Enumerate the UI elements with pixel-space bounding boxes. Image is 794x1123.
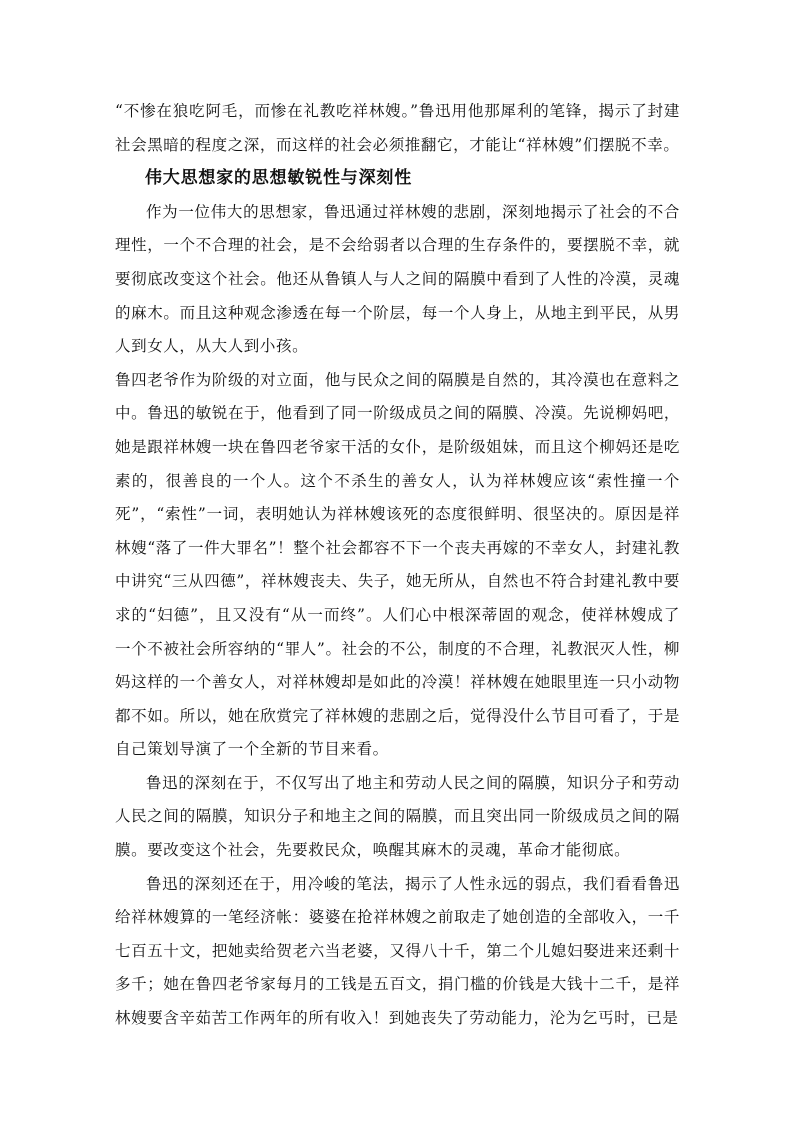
opening-paragraph: “不惨在狼吃阿毛，而惨在礼教吃祥林嫂。”鲁迅用他那犀利的笔锋，揭示了封建社会黑暗的程度之深，而这样的社会必须推翻它，才能让“祥林嫂”们摆脱不幸。 [115,102,680,154]
body-paragraph-1: 作为一位伟大的思想家，鲁迅通过祥林嫂的悲剧，深刻地揭示了社会的不合理性，一个不合理的社会，是不会给弱者以合理的生存条件的，要摆脱不幸，就要彻底改变这个社会。他还从鲁镇人与人之间的隔膜中看到了人性的冷漠，灵魂的麻木。而且这种观念渗透在每一个阶层，每一个人身上，从地主到平民，从男人到女人，从大人到小孩。 [115,202,680,356]
body-paragraph-4: 鲁迅的深刻还在于，用冷峻的笔法，揭示了人性永远的弱点，我们看看鲁迅给祥林嫂算的一笔经济帐：婆婆在抢祥林嫂之前取走了她创造的全部收入，一千七百五十文，把她卖给贺老六当老婆，又得八十千，第二个儿媳妇娶进来还剩十多千；她在鲁四老爷家每月的工钱是五百文，捐门槛的价钱是大钱十二千，是祥林嫂要含辛茹苦工作两年的所有收入！到她丧失了劳动能力，沦为乞丐时，已是 [115,874,680,1028]
document-page [115,95,680,1036]
body-paragraph-3: 鲁迅的深刻在于，不仅写出了地主和劳动人民之间的隔膜，知识分子和劳动人民之间的隔膜，知识分子和地主之间的隔膜，而且突出同一阶级成员之间的隔膜。要改变这个社会，先要救民众，唤醒其麻木的灵魂，革命才能彻底。 [115,773,680,860]
section-heading: 伟大思想家的思想敏锐性与深刻性 [145,168,412,189]
body-paragraph-2: 鲁四老爷作为阶级的对立面，他与民众之间的隔膜是自然的，其冷漠也在意料之中。鲁迅的敏锐在于，他看到了同一阶级成员之间的隔膜、冷漠。先说柳妈吧，她是跟祥林嫂一块在鲁四老爷家干活的女仆，是阶级姐妹，而且这个柳妈还是吃素的，很善良的一个人。这个不杀生的善女人，认为祥林嫂应该“索性撞一个死”，“索性”一词，表明她认为祥林嫂该死的态度很鲜明、很坚决的。原因是祥林嫂“落了一件大罪名”！整个社会都容不下一个丧夫再嫁的不幸女人，封建礼教中讲究“三从四德”，祥林嫂丧夫、失子，她无所从，自然也不符合封建礼教中要求的“妇德”，且又没有“从一而终”。人们心中根深蒂固的观念，使祥林嫂成了一个不被社会所容纳的“罪人”。社会的不公，制度的不合理，礼教泯灭人性，柳妈这样的一个善女人，对祥林嫂却是如此的冷漠！祥林嫂在她眼里连一只小动物都不如。所以，她在欣赏完了祥林嫂的悲剧之后，觉得没什么节目可看了，于是自己策划导演了一个全新的节目来看。 [115,370,680,759]
